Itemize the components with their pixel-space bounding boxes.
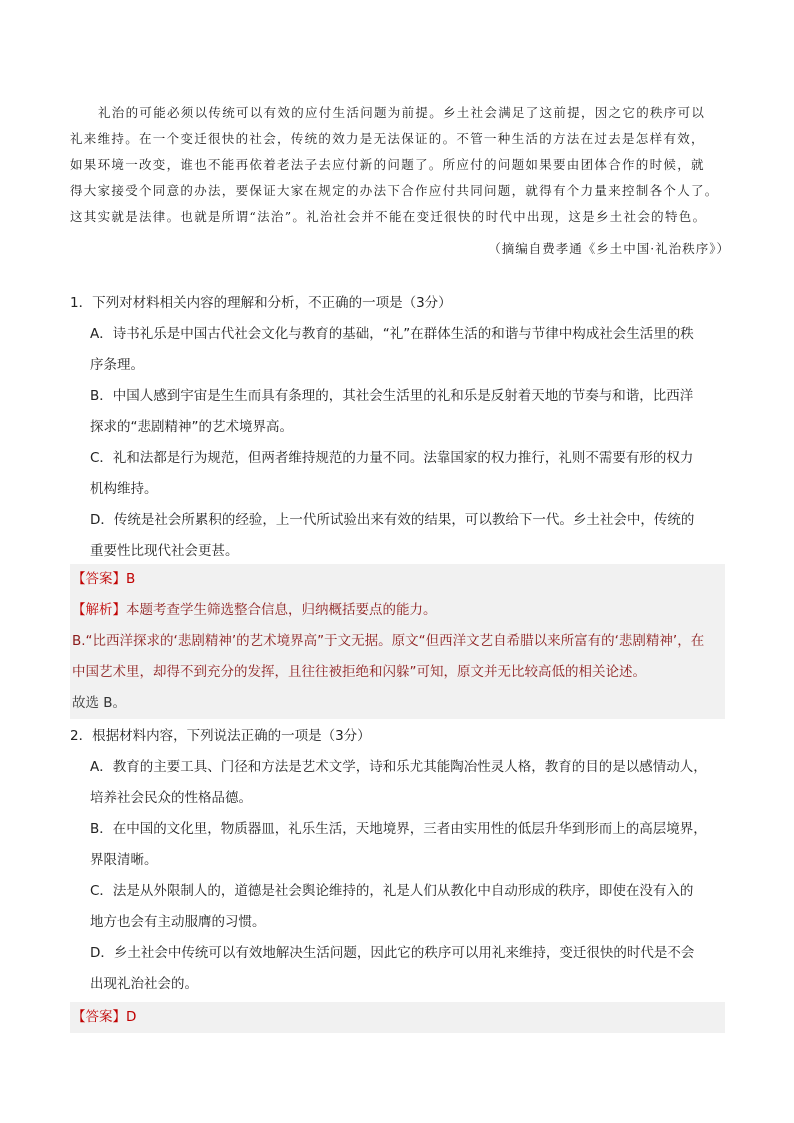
option-d-line-1: D．乡土社会中传统可以有效地解决生活问题，因此它的秩序可以用礼来维持，变迁很快的时代是不会 xyxy=(90,945,695,961)
answer-analysis-block-1 xyxy=(70,564,725,719)
option-a-line-2: 序条理。 xyxy=(90,357,144,373)
passage-line: 礼治的可能必须以传统可以有效的应付生活问题为前提。乡土社会满足了这前提，因之它的秩序可以 xyxy=(98,105,706,120)
passage-line: 礼来维持。在一个变迁很快的社会，传统的效力是无法保证的。不管一种生活的方法在过去是怎样有效， xyxy=(70,131,705,146)
option-b-line-2: 探求的“悲剧精神”的艺术境界高。 xyxy=(90,419,293,435)
option-d-line-1: D．传统是社会所累积的经验，上一代所试验出来有效的结果，可以教给下一代。乡土社会中，传统的 xyxy=(90,512,695,528)
answer-line xyxy=(72,564,725,595)
answer-label: 【答案】 xyxy=(72,571,126,587)
option-d-line-2: 出现礼治社会的。 xyxy=(90,976,198,992)
option-d-line-2: 重要性比现代社会更甚。 xyxy=(90,543,239,559)
answer-block-2 xyxy=(70,1002,725,1033)
option-c-line-1: C．礼和法都是行为规范，但两者维持规范的力量不同。法靠国家的权力推行，礼则不需要有形的权力 xyxy=(90,450,694,466)
option-a-line-1: A．教育的主要工具、门径和方法是艺术文学，诗和乐尤其能陶冶性灵人格，教育的目的是以感情动人， xyxy=(90,759,707,775)
passage-line: 这其实就是法律。也就是所谓“法治”。礼治社会并不能在变迁很快的时代中出现，这是乡土社会的特色。 xyxy=(70,209,707,224)
analysis-label: 【解析】 xyxy=(72,602,126,618)
question-2 xyxy=(70,721,730,1000)
analysis-conclusion: 故选 B。 xyxy=(72,695,127,711)
passage-source: （摘编自费孝通《乡土中国·礼治秩序》） xyxy=(488,241,730,256)
question-1 xyxy=(70,288,730,567)
passage-line: 得大家接受个同意的办法，要保证大家在规定的办法下合作应付共同问题，就得有个力量来控制各个人了。 xyxy=(70,183,719,198)
answer-line xyxy=(72,1002,725,1033)
analysis-line xyxy=(72,595,725,626)
option-a-line-2: 培养社会民众的性格品德。 xyxy=(90,790,252,806)
option-b-line-1: B．在中国的文化里，物质器皿，礼乐生活，天地境界，三者由实用性的低层升华到形而上的高层境界， xyxy=(90,821,707,837)
option-c-line-2: 机构维持。 xyxy=(90,481,158,497)
question-stem: 2．根据材料内容，下列说法正确的一项是（3分） xyxy=(70,728,371,744)
option-a-line-1: A．诗书礼乐是中国古代社会文化与教育的基础，“礼”在群体生活的和谐与节律中构成社会生活里的秩 xyxy=(90,326,694,342)
answer-value: B xyxy=(126,571,136,587)
option-b-line-1: B．中国人感到宇宙是生生而具有条理的，其社会生活里的礼和乐是反射着天地的节奏与和谐，比西洋 xyxy=(90,388,694,404)
analysis-text: B.“比西洋探求的‘悲剧精神’的艺术境界高”于文无据。原文“但西洋文艺自希腊以来所富有的‘悲剧精神’，在 xyxy=(72,633,705,649)
reading-passage xyxy=(70,100,730,262)
analysis-intro: 本题考查学生筛选整合信息，归纳概括要点的能力。 xyxy=(126,602,437,618)
passage-line: 如果环境一改变，谁也不能再依着老法子去应付新的问题了。所应付的问题如果要由团体合作的时候，就 xyxy=(70,157,705,172)
option-b-line-2: 界限清晰。 xyxy=(90,852,158,868)
answer-value: D xyxy=(126,1009,137,1025)
question-stem: 1．下列对材料相关内容的理解和分析，不正确的一项是（3分） xyxy=(70,295,452,311)
analysis-text: 中国艺术里，却得不到充分的发挥，且往往被拒绝和闪躲”可知，原文并无比较高低的相关论述。 xyxy=(72,664,646,680)
option-c-line-1: C．法是从外限制人的，道德是社会舆论维持的，礼是人们从教化中自动形成的秩序，即使在没有入的 xyxy=(90,883,694,899)
answer-label: 【答案】 xyxy=(72,1009,126,1025)
option-c-line-2: 地方也会有主动服膺的习惯。 xyxy=(90,914,266,930)
